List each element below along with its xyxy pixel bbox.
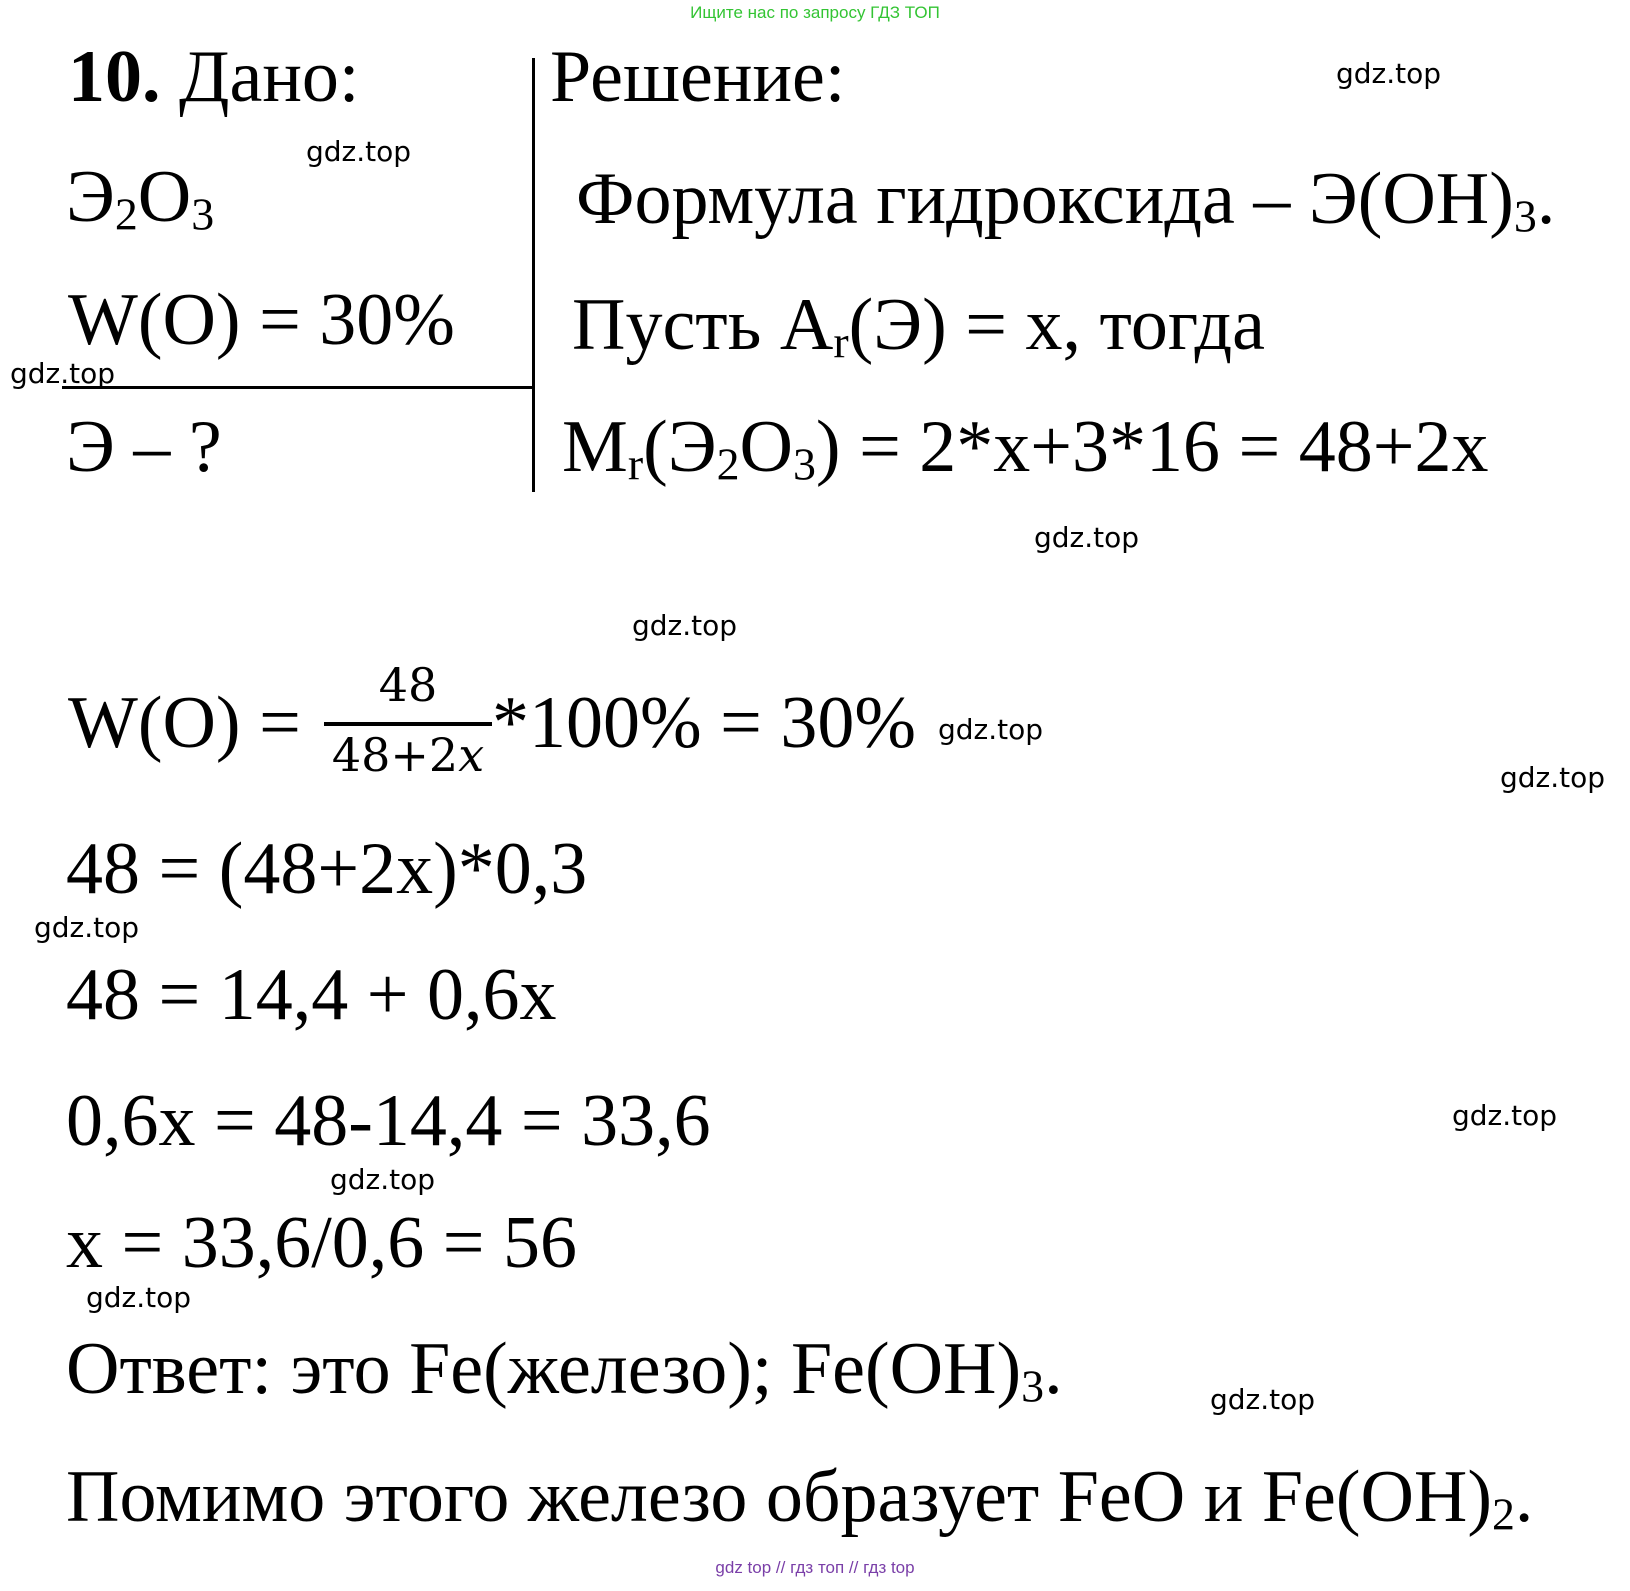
task-number: 10.	[68, 36, 161, 118]
equation-2: 48 = (48+2x)*0,3	[66, 828, 588, 910]
fraction-numerator: 48	[378, 658, 438, 712]
let-text: Пусть A	[572, 284, 834, 366]
given-mass-fraction: W(O) = 30%	[68, 279, 455, 361]
answer-line-2	[66, 1456, 1534, 1540]
watermark: gdz.top	[1034, 521, 1140, 554]
compound-element: Э	[66, 156, 115, 238]
mr-sub3: 3	[792, 438, 816, 490]
answer-line-1	[66, 1328, 1063, 1412]
solution-label: Решение:	[550, 36, 846, 118]
eq1-left: W(O) =	[68, 682, 301, 764]
mr-text: M	[562, 406, 628, 488]
answer-sub: 3	[1021, 1360, 1045, 1412]
equation-4: 0,6x = 48-14,4 = 33,6	[66, 1080, 711, 1162]
equation-5: x = 33,6/0,6 = 56	[66, 1202, 578, 1284]
hydroxide-tail: .	[1536, 158, 1556, 240]
watermark: gdz.top	[86, 1281, 192, 1314]
given-label: Дано:	[179, 36, 360, 118]
fraction-bar	[324, 722, 492, 726]
hydroxide-sub: 3	[1513, 190, 1537, 242]
given-question: Э – ?	[66, 406, 222, 488]
extra-sub: 2	[1491, 1488, 1515, 1540]
extra-tail: .	[1514, 1456, 1534, 1538]
watermark: gdz.top	[632, 609, 738, 642]
watermark: gdz.top	[1336, 57, 1442, 90]
vertical-divider	[532, 58, 535, 492]
mr-oxygen: O	[739, 406, 793, 488]
watermark: gdz.top	[10, 357, 116, 390]
denominator-prefix: 48+2	[331, 728, 459, 782]
let-text-post: (Э) = x, тогда	[848, 284, 1265, 366]
extra-text: Помимо этого железо образует FeO и Fe(OH)	[66, 1456, 1492, 1538]
watermark: gdz.top	[306, 135, 412, 168]
watermark: gdz.top	[330, 1163, 436, 1196]
mr-post: ) = 2*x+3*16 = 48+2x	[815, 406, 1489, 488]
watermark: gdz.top	[938, 713, 1044, 746]
answer-tail: .	[1044, 1328, 1063, 1410]
horizontal-divider	[62, 386, 534, 389]
solution-line-3	[562, 406, 1489, 490]
given-compound	[66, 156, 215, 240]
compound-oxygen: O	[137, 156, 192, 238]
fraction-denominator	[324, 728, 492, 782]
denominator-variable: x	[458, 728, 485, 782]
watermark: gdz.top	[34, 911, 140, 944]
footer-links: gdz top // гдз топ // гдз top	[715, 1558, 915, 1577]
equation-3: 48 = 14,4 + 0,6x	[66, 954, 557, 1036]
hydroxide-formula-text: Формула гидроксида – Э(OH)	[576, 158, 1514, 240]
watermark: gdz.top	[1452, 1099, 1558, 1132]
compound-sub2: 3	[191, 188, 215, 240]
eq1-fraction	[324, 658, 492, 792]
given-heading	[68, 36, 360, 118]
mr-sub: r	[627, 438, 644, 490]
mr-open: (Э	[643, 406, 717, 488]
watermark: gdz.top	[1210, 1383, 1316, 1416]
eq1-right: *100% = 30%	[492, 682, 917, 764]
solution-line-1	[576, 158, 1556, 242]
ar-sub: r	[833, 316, 849, 368]
mr-sub2: 2	[716, 438, 740, 490]
solution-line-2	[572, 284, 1265, 368]
watermark: gdz.top	[1500, 761, 1606, 794]
answer-text: Ответ: это Fe(железо); Fe(OH)	[66, 1328, 1022, 1410]
compound-sub1: 2	[114, 188, 138, 240]
search-hint: Ищите нас по запросу ГДЗ ТОП	[690, 3, 940, 22]
